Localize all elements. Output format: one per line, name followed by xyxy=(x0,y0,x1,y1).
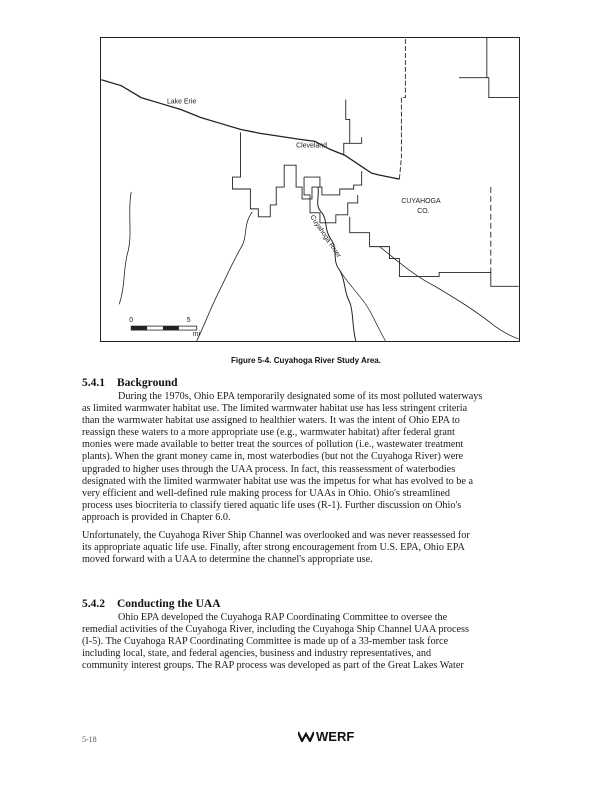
scale-max-label: 5 xyxy=(186,317,191,325)
county-boundary-south xyxy=(350,217,519,287)
county-label-line1: CUYAHOGA xyxy=(401,197,441,205)
text-line: monies were made available to better treat the sources of pollution (i.e., wastewater treatment xyxy=(82,439,464,451)
background-paragraph-2 xyxy=(82,530,542,566)
text-line: (I-5). The Cuyahoga RAP Coordinating Committee is made up of a 33-member task force xyxy=(82,636,449,648)
county-boundary-east xyxy=(399,38,405,179)
section-number: 5.4.2 xyxy=(82,598,105,610)
scale-unit-label: mi xyxy=(192,331,201,339)
map-drawing xyxy=(101,38,519,341)
werf-logo-icon xyxy=(298,730,314,742)
text-line: approach is provided in Chapter 6.0. xyxy=(82,511,231,523)
text-line: process uses biocriteria to classify tiered aquatic life uses (R-1). Further discussion on Ohio's xyxy=(82,499,462,511)
county-label-line2: CO. xyxy=(417,207,430,215)
section-heading-background xyxy=(82,377,178,389)
cleveland-label: Cleveland xyxy=(296,142,327,150)
text-line: upgraded to higher uses through the UAA process. In fact, this reassessment of waterbodies xyxy=(82,463,456,475)
lake-erie-label: Lake Erie xyxy=(166,98,197,106)
text-line: very efficient and well-defined rule making process for UAAs in Ohio. Ohio's streamlined xyxy=(82,487,451,499)
text-line: During the 1970s, Ohio EPA temporarily designated some of its most polluted waterways xyxy=(118,391,483,402)
text-line: Unfortunately, the Cuyahoga River Ship Channel was overlooked and was never reassessed for xyxy=(82,530,470,541)
cuyahoga-river xyxy=(318,187,356,341)
scale-bar xyxy=(129,317,200,338)
section-number: 5.4.1 xyxy=(82,377,105,389)
section-title: Background xyxy=(117,377,178,389)
tributary-far-west xyxy=(119,192,131,304)
lake-erie-shoreline xyxy=(101,80,399,179)
tributary-east xyxy=(380,247,519,339)
text-line: moved forward with a UAA to determine the channel's appropriate use. xyxy=(82,554,373,566)
text-line: plants). When the grant money came in, most waterbodies (but not the Cuyahoga River) were xyxy=(82,451,464,463)
werf-logo-text: WERF xyxy=(316,728,355,744)
city-east-boundary xyxy=(344,100,362,156)
section-title: Conducting the UAA xyxy=(117,598,221,610)
figure-caption: Figure 5-4. Cuyahoga River Study Area. xyxy=(231,356,381,365)
text-line: as limited warmwater habitat use. The limited warmwater habitat use has less stringent criteria xyxy=(82,403,468,415)
section-heading-conducting-uaa xyxy=(82,598,221,610)
background-paragraph-1 xyxy=(82,391,542,524)
text-line: reassign these waters to a more appropriate use (e.g., warmwater habitat) after federal grant xyxy=(82,427,455,439)
tributary-west xyxy=(197,212,253,341)
page-number: 5-18 xyxy=(82,735,97,744)
text-line: remedial activities of the Cuyahoga River, including the Cuyahoga Ship Channel UAA process xyxy=(82,624,469,636)
text-line: including local, state, and federal agencies, business and industry representatives, and xyxy=(82,648,432,660)
text-line: than the warmwater habitat use assigned to healthier waters. It was the intent of Ohio EPA to xyxy=(82,415,460,427)
werf-logo xyxy=(298,728,354,744)
tributary-south xyxy=(340,270,386,341)
river-label: Cuyahoga River xyxy=(308,214,342,260)
text-line: Ohio EPA developed the Cuyahoga RAP Coordinating Committee to oversee the xyxy=(118,612,448,623)
text-line: community interest groups. The RAP process was developed as part of the Great Lakes Water xyxy=(82,660,464,672)
scale-min-label: 0 xyxy=(129,317,134,325)
conducting-uaa-paragraph xyxy=(82,612,542,672)
text-line: its appropriate aquatic life use. Finally, after strong encouragement from U.S. EPA, Ohio EPA xyxy=(82,542,465,554)
text-line: designated with the limited warmwater habitat use was the impetus for what has evolved to be a xyxy=(82,475,473,487)
cuyahoga-map-figure xyxy=(100,37,520,342)
county-north-line xyxy=(459,78,519,98)
